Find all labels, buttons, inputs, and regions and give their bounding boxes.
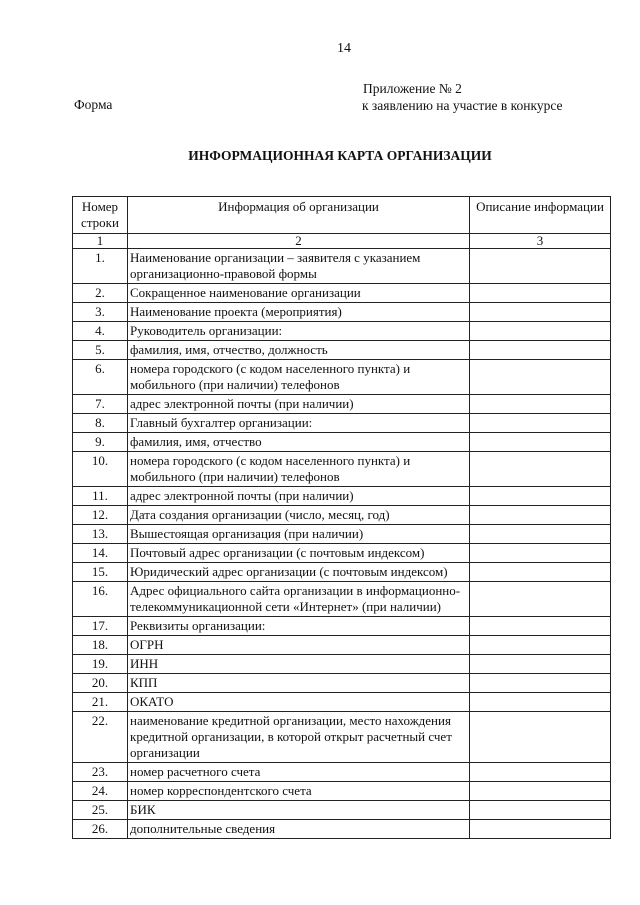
row-description-cell[interactable]	[470, 674, 611, 693]
row-number-cell: 1.	[73, 249, 128, 284]
table-row	[73, 617, 611, 636]
appendix-line-2: к заявлению на участие в конкурсе	[362, 98, 563, 113]
row-description-cell[interactable]	[470, 655, 611, 674]
header-description: Описание информации	[470, 197, 611, 234]
column-number: 2	[128, 234, 470, 249]
row-info-cell: Адрес официального сайта организации в информационно-телекоммуникационной сети «Интернет» (при наличии)	[128, 582, 470, 617]
table-row	[73, 414, 611, 433]
row-description-cell[interactable]	[470, 801, 611, 820]
row-description-cell[interactable]	[470, 395, 611, 414]
row-info-cell: Почтовый адрес организации (с почтовым индексом)	[128, 544, 470, 563]
row-number-cell: 18.	[73, 636, 128, 655]
row-number-cell: 12.	[73, 506, 128, 525]
row-number-cell: 14.	[73, 544, 128, 563]
row-info-cell: Главный бухгалтер организации:	[128, 414, 470, 433]
document-title: ИНФОРМАЦИОННАЯ КАРТА ОРГАНИЗАЦИИ	[188, 148, 492, 163]
row-number-cell: 13.	[73, 525, 128, 544]
row-info-cell: Сокращенное наименование организации	[128, 284, 470, 303]
row-info-cell: Дата создания организации (число, месяц, год)	[128, 506, 470, 525]
table-row	[73, 525, 611, 544]
row-description-cell[interactable]	[470, 525, 611, 544]
row-description-cell[interactable]	[470, 322, 611, 341]
column-number: 1	[73, 234, 128, 249]
row-info-cell: Вышестоящая организация (при наличии)	[128, 525, 470, 544]
header-row-number: Номер строки	[73, 197, 128, 234]
table-row	[73, 655, 611, 674]
table-row	[73, 506, 611, 525]
table-row	[73, 341, 611, 360]
row-description-cell[interactable]	[470, 452, 611, 487]
table-row	[73, 395, 611, 414]
row-description-cell[interactable]	[470, 563, 611, 582]
table-row	[73, 674, 611, 693]
row-number-cell: 22.	[73, 712, 128, 763]
table-row	[73, 712, 611, 763]
table-row	[73, 693, 611, 712]
row-info-cell: ОГРН	[128, 636, 470, 655]
row-number-cell: 21.	[73, 693, 128, 712]
row-number-cell: 16.	[73, 582, 128, 617]
row-info-cell: адрес электронной почты (при наличии)	[128, 487, 470, 506]
table-row	[73, 801, 611, 820]
table-row	[73, 544, 611, 563]
row-info-cell: Руководитель организации:	[128, 322, 470, 341]
row-description-cell[interactable]	[470, 820, 611, 839]
table-row	[73, 582, 611, 617]
row-number-cell: 10.	[73, 452, 128, 487]
column-numbers-row	[73, 234, 611, 249]
row-description-cell[interactable]	[470, 617, 611, 636]
appendix-note	[362, 80, 563, 114]
row-info-cell: Юридический адрес организации (с почтовым индексом)	[128, 563, 470, 582]
row-number-cell: 11.	[73, 487, 128, 506]
table-row	[73, 563, 611, 582]
table-row	[73, 322, 611, 341]
table-row	[73, 284, 611, 303]
row-number-cell: 8.	[73, 414, 128, 433]
row-number-cell: 4.	[73, 322, 128, 341]
page-number: 14	[337, 41, 351, 56]
row-info-cell: Наименование организации – заявителя с указанием организационно-правовой формы	[128, 249, 470, 284]
table-row	[73, 636, 611, 655]
row-description-cell[interactable]	[470, 303, 611, 322]
row-description-cell[interactable]	[470, 582, 611, 617]
row-info-cell: номера городского (с кодом населенного пункта) и мобильного (при наличии) телефонов	[128, 452, 470, 487]
header-info: Информация об организации	[128, 197, 470, 234]
table-row	[73, 782, 611, 801]
row-info-cell: КПП	[128, 674, 470, 693]
row-number-cell: 15.	[73, 563, 128, 582]
table-row	[73, 303, 611, 322]
info-table	[72, 196, 611, 839]
row-number-cell: 19.	[73, 655, 128, 674]
row-number-cell: 20.	[73, 674, 128, 693]
row-description-cell[interactable]	[470, 782, 611, 801]
row-info-cell: ИНН	[128, 655, 470, 674]
row-info-cell: БИК	[128, 801, 470, 820]
row-description-cell[interactable]	[470, 341, 611, 360]
row-info-cell: наименование кредитной организации, место нахождения кредитной организации, в которой открыт расчетный счет организации	[128, 712, 470, 763]
table-header-row	[73, 197, 611, 234]
row-description-cell[interactable]	[470, 544, 611, 563]
table-row	[73, 452, 611, 487]
row-info-cell: номер расчетного счета	[128, 763, 470, 782]
row-info-cell: номер корреспондентского счета	[128, 782, 470, 801]
row-number-cell: 7.	[73, 395, 128, 414]
appendix-line-1: Приложение № 2	[363, 81, 462, 96]
row-info-cell: Наименование проекта (мероприятия)	[128, 303, 470, 322]
row-info-cell: фамилия, имя, отчество	[128, 433, 470, 452]
row-description-cell[interactable]	[470, 506, 611, 525]
row-number-cell: 3.	[73, 303, 128, 322]
row-info-cell: дополнительные сведения	[128, 820, 470, 839]
row-number-cell: 26.	[73, 820, 128, 839]
row-number-cell: 17.	[73, 617, 128, 636]
table-row	[73, 487, 611, 506]
row-description-cell[interactable]	[470, 487, 611, 506]
row-description-cell[interactable]	[470, 636, 611, 655]
table-row	[73, 820, 611, 839]
row-description-cell[interactable]	[470, 433, 611, 452]
table-row	[73, 433, 611, 452]
table-row	[73, 249, 611, 284]
row-number-cell: 6.	[73, 360, 128, 395]
row-number-cell: 9.	[73, 433, 128, 452]
row-info-cell: Реквизиты организации:	[128, 617, 470, 636]
row-description-cell[interactable]	[470, 414, 611, 433]
row-description-cell[interactable]	[470, 763, 611, 782]
row-description-cell[interactable]	[470, 249, 611, 284]
row-info-cell: номера городского (с кодом населенного пункта) и мобильного (при наличии) телефонов	[128, 360, 470, 395]
row-description-cell[interactable]	[470, 360, 611, 395]
form-label: Форма	[74, 97, 113, 112]
row-number-cell: 23.	[73, 763, 128, 782]
row-number-cell: 5.	[73, 341, 128, 360]
table-body	[73, 249, 611, 839]
row-number-cell: 2.	[73, 284, 128, 303]
row-description-cell[interactable]	[470, 712, 611, 763]
table-row	[73, 763, 611, 782]
row-description-cell[interactable]	[470, 284, 611, 303]
row-info-cell: ОКАТО	[128, 693, 470, 712]
row-info-cell: фамилия, имя, отчество, должность	[128, 341, 470, 360]
row-description-cell[interactable]	[470, 693, 611, 712]
table-row	[73, 360, 611, 395]
column-number: 3	[470, 234, 611, 249]
row-info-cell: адрес электронной почты (при наличии)	[128, 395, 470, 414]
row-number-cell: 25.	[73, 801, 128, 820]
row-number-cell: 24.	[73, 782, 128, 801]
